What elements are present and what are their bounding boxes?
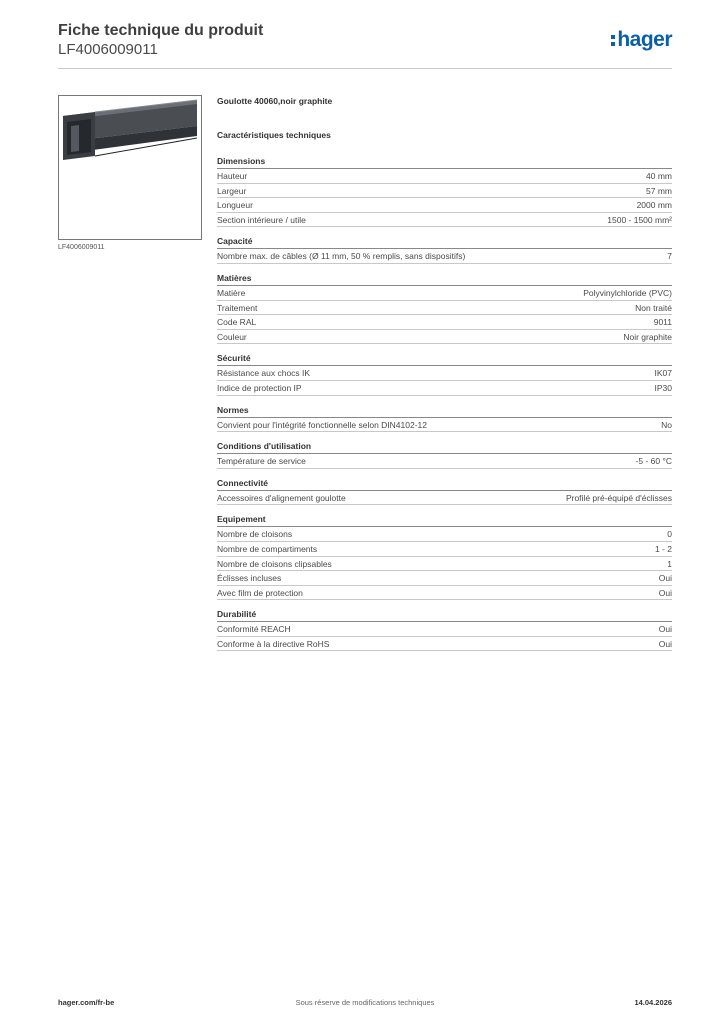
- spec-value: 9011: [653, 317, 672, 328]
- spec-row: [217, 315, 672, 330]
- spec-section: [217, 404, 672, 433]
- product-reference: LF4006009011: [58, 41, 158, 58]
- spec-section: [217, 513, 672, 600]
- spec-label: Éclisses incluses: [217, 573, 282, 584]
- spec-section: [217, 352, 672, 395]
- spec-row: [217, 542, 672, 557]
- spec-label: Largeur: [217, 185, 247, 196]
- header-divider: [58, 68, 672, 69]
- spec-value: IK07: [654, 368, 672, 379]
- spec-row: [217, 301, 672, 316]
- spec-row: [217, 527, 672, 542]
- spec-section: [217, 440, 672, 469]
- spec-value: 1 - 2: [654, 543, 672, 554]
- spec-row: [217, 454, 672, 469]
- spec-row: [217, 418, 672, 433]
- spec-label: Accessoires d'alignement goulotte: [217, 492, 346, 503]
- spec-section: [217, 235, 672, 264]
- spec-label: Conforme à la directive RoHS: [217, 638, 330, 649]
- spec-row: [217, 366, 672, 381]
- image-caption: LF4006009011: [58, 244, 105, 251]
- spec-label: Nombre de cloisons clipsables: [217, 558, 332, 569]
- spec-row: [217, 213, 672, 228]
- section-title: Matières: [217, 272, 672, 286]
- section-title: Sécurité: [217, 352, 672, 366]
- spec-label: Matière: [217, 287, 246, 298]
- spec-label: Section intérieure / utile: [217, 214, 306, 225]
- spec-value: 40 mm: [646, 171, 672, 181]
- spec-label: Longueur: [217, 200, 253, 211]
- product-name: Goulotte 40060,noir graphite: [217, 96, 333, 106]
- document-title: Fiche technique du produit: [58, 22, 264, 39]
- spec-value: Noir graphite: [623, 331, 672, 342]
- spec-value: Oui: [658, 638, 672, 649]
- spec-label: Nombre de compartiments: [217, 543, 318, 554]
- spec-value: Oui: [658, 624, 672, 635]
- section-title: Connectivité: [217, 477, 672, 491]
- spec-row: [217, 286, 672, 301]
- spec-value: IP30: [654, 382, 672, 393]
- spec-value: No: [661, 419, 672, 430]
- spec-label: Code RAL: [217, 317, 257, 328]
- spec-value: 57 mm: [646, 185, 672, 196]
- spec-label: Convient pour l'intégrité fonctionnelle selon DIN4102-12: [217, 419, 428, 430]
- footer-notice: Sous réserve de modifications techniques: [295, 998, 435, 1007]
- page-header: [58, 20, 672, 70]
- spec-label: Traitement: [217, 302, 258, 313]
- spec-value: 2000 mm: [636, 200, 672, 211]
- cable-duct-icon: [59, 96, 201, 239]
- spec-value: 7: [667, 251, 672, 262]
- spec-row: [217, 557, 672, 572]
- spec-label: Hauteur: [217, 171, 248, 181]
- spec-row: [217, 622, 672, 637]
- spec-label: Résistance aux chocs IK: [217, 368, 311, 379]
- section-title: Dimensions: [217, 155, 672, 169]
- spec-label: Indice de protection IP: [217, 382, 302, 393]
- spec-label: Nombre de cloisons: [217, 529, 293, 540]
- spec-value: Profilé pré-équipé d'éclisses: [565, 492, 672, 503]
- section-title: Capacité: [217, 235, 672, 249]
- spec-row: [217, 491, 672, 506]
- spec-section: [217, 608, 672, 651]
- spec-value: Polyvinylchloride (PVC): [583, 287, 672, 298]
- product-image: [58, 95, 202, 240]
- spec-row: [217, 381, 672, 396]
- spec-label: Avec film de protection: [217, 587, 303, 598]
- spec-section: [217, 155, 672, 227]
- spec-value: Oui: [658, 573, 672, 584]
- hager-logo: [611, 28, 672, 52]
- spec-value: 1: [667, 558, 672, 569]
- footer-date: 14.04.2026: [634, 998, 672, 1007]
- logo-dots-icon: [611, 33, 615, 47]
- spec-label: Couleur: [217, 331, 247, 342]
- spec-value: -5 - 60 °C: [635, 456, 672, 467]
- spec-row: [217, 586, 672, 601]
- spec-row: [217, 198, 672, 213]
- logo-text: hager: [617, 28, 672, 51]
- section-title: Equipement: [217, 513, 672, 527]
- spec-value: 0: [667, 529, 672, 540]
- spec-content: [217, 96, 672, 659]
- spec-label: Nombre max. de câbles (Ø 11 mm, 50 % remplis, sans dispositifs): [217, 251, 466, 262]
- spec-value: Non traité: [635, 302, 672, 313]
- spec-section: [217, 477, 672, 506]
- spec-row: [217, 637, 672, 652]
- spec-label: Conformité REACH: [217, 624, 291, 635]
- spec-row: [217, 184, 672, 199]
- section-title: Normes: [217, 404, 672, 418]
- section-title: Conditions d'utilisation: [217, 440, 672, 454]
- spec-row: [217, 571, 672, 586]
- footer-website: hager.com/fr-be: [58, 998, 115, 1007]
- spec-row: [217, 169, 672, 184]
- section-title: Durabilité: [217, 608, 672, 622]
- spec-section: [217, 272, 672, 344]
- spec-row: [217, 330, 672, 345]
- spec-value: 1500 - 1500 mm²: [607, 214, 672, 225]
- spec-row: [217, 249, 672, 264]
- spec-value: Oui: [658, 587, 672, 598]
- spec-sections: [217, 155, 672, 651]
- spec-label: Température de service: [217, 456, 306, 467]
- specs-heading: Caractéristiques techniques: [217, 130, 331, 140]
